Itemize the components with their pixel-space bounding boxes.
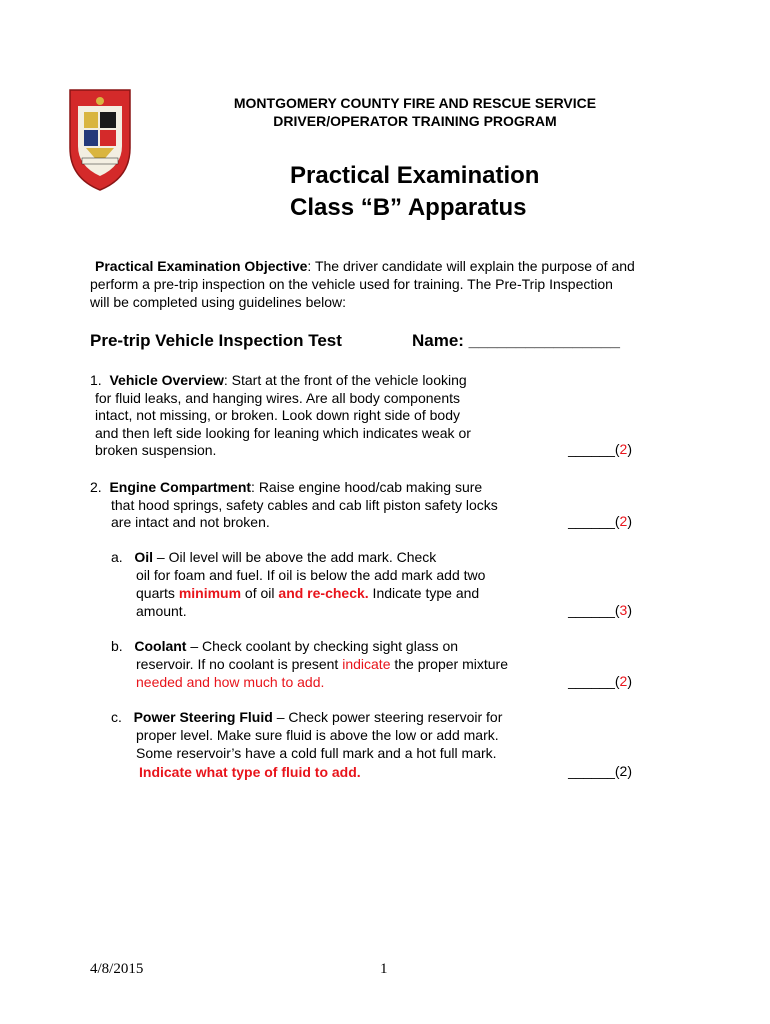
coolant-line-2 xyxy=(136,655,508,673)
department-seal xyxy=(66,86,134,192)
objective-label: Practical Examination Objective xyxy=(95,258,308,274)
oil-line-1-rest: – Oil level will be above the add mark. Check xyxy=(153,549,437,565)
item1-line-3: intact, not missing, or broken. Look down right side of body xyxy=(95,407,460,423)
item2-line-2: that hood springs, safety cables and cab lift piston safety locks xyxy=(111,497,498,513)
objective-line-1-rest: : The driver candidate will explain the purpose of and xyxy=(307,258,635,274)
coolant-label: Coolant xyxy=(134,638,187,654)
coolant-indicate: indicate xyxy=(342,656,391,672)
steering-letter: c. xyxy=(111,709,122,725)
item2-line-3: are intact and not broken. xyxy=(111,514,270,530)
oil-minimum: minimum xyxy=(178,585,242,601)
coolant-line-2-a: reservoir. If no coolant is present xyxy=(136,656,343,672)
oil-score-close: ) xyxy=(627,602,632,618)
oil-points: 3 xyxy=(619,602,628,618)
objective-line-1 xyxy=(95,257,695,275)
item1-label: Vehicle Overview xyxy=(109,372,224,388)
footer-date: 4/8/2015 xyxy=(90,961,144,977)
title-line-1: Practical Examination xyxy=(290,162,540,189)
item2-number: 2. xyxy=(90,479,102,495)
item1-score-close: ) xyxy=(627,441,632,457)
item1-score xyxy=(568,441,632,457)
item1-score-blank: ______( xyxy=(568,441,620,457)
item2-score-close: ) xyxy=(627,513,632,529)
coolant-points: 2 xyxy=(619,673,628,689)
oil-score xyxy=(568,602,632,618)
coolant-line-1 xyxy=(111,637,511,655)
title-line-2: Class “B” Apparatus xyxy=(290,194,527,221)
oil-score-blank: ______( xyxy=(568,602,620,618)
steering-line-1-rest: – Check power steering reservoir for xyxy=(272,709,503,725)
oil-line-3 xyxy=(136,584,479,602)
item1-line-2: for fluid leaks, and hanging wires. Are all body components xyxy=(95,390,460,406)
coolant-score-close: ) xyxy=(627,673,632,689)
oil-line-3-a: quarts xyxy=(136,585,179,601)
oil-label: Oil xyxy=(134,549,154,565)
coolant-line-1-rest: – Check coolant by checking sight glass on xyxy=(186,638,459,654)
steering-line-2: proper level. Make sure fluid is above the low or add mark. xyxy=(136,727,499,743)
oil-line-3-c: Indicate type and xyxy=(368,585,480,601)
item1-line-1-rest: : Start at the front of the vehicle looking xyxy=(223,372,467,388)
oil-line-1 xyxy=(111,548,511,566)
coolant-letter: b. xyxy=(111,638,123,654)
item2-points: 2 xyxy=(619,513,628,529)
objective-line-2: perform a pre-trip inspection on the vehicle used for training. The Pre-Trip Inspection xyxy=(90,276,613,292)
item1-line-4: and then left side looking for leaning which indicates weak or xyxy=(95,425,471,441)
coolant-score-blank: ______( xyxy=(568,673,620,689)
steering-line-4: Indicate what type of fluid to add. xyxy=(139,764,361,780)
item1-line-1 xyxy=(90,371,530,389)
header-program: DRIVER/OPERATOR TRAINING PROGRAM xyxy=(273,113,557,129)
coolant-line-3: needed and how much to add. xyxy=(136,674,325,690)
item2-label: Engine Compartment xyxy=(109,479,252,495)
page-number: 1 xyxy=(380,961,388,977)
steering-line-3: Some reservoir’s have a cold full mark and a hot full mark. xyxy=(136,745,497,761)
coolant-line-2-b: the proper mixture xyxy=(390,656,508,672)
header-org: MONTGOMERY COUNTY FIRE AND RESCUE SERVICE xyxy=(233,95,597,111)
oil-letter: a. xyxy=(111,549,123,565)
name-field-label: Name: ________________ xyxy=(412,331,620,350)
oil-recheck: and re-check. xyxy=(278,585,369,601)
seal-graphic xyxy=(66,86,134,192)
coolant-score xyxy=(568,673,632,689)
steering-label: Power Steering Fluid xyxy=(133,709,273,725)
item2-score xyxy=(568,513,632,529)
steering-score: ______(2) xyxy=(568,763,632,779)
steering-line-1 xyxy=(111,708,551,726)
item1-line-5: broken suspension. xyxy=(95,442,217,458)
item1-number: 1. xyxy=(90,372,102,388)
item2-score-blank: ______( xyxy=(568,513,620,529)
oil-line-3-b: of oil xyxy=(241,585,279,601)
test-heading: Pre-trip Vehicle Inspection Test xyxy=(90,331,342,350)
item2-line-1-rest: : Raise engine hood/cab making sure xyxy=(251,479,483,495)
item1-points: 2 xyxy=(619,441,628,457)
objective-line-3: will be completed using guidelines below: xyxy=(90,294,347,310)
oil-line-4: amount. xyxy=(136,603,187,619)
item2-line-1 xyxy=(90,478,550,496)
oil-line-2: oil for foam and fuel. If oil is below the add mark add two xyxy=(136,567,486,583)
